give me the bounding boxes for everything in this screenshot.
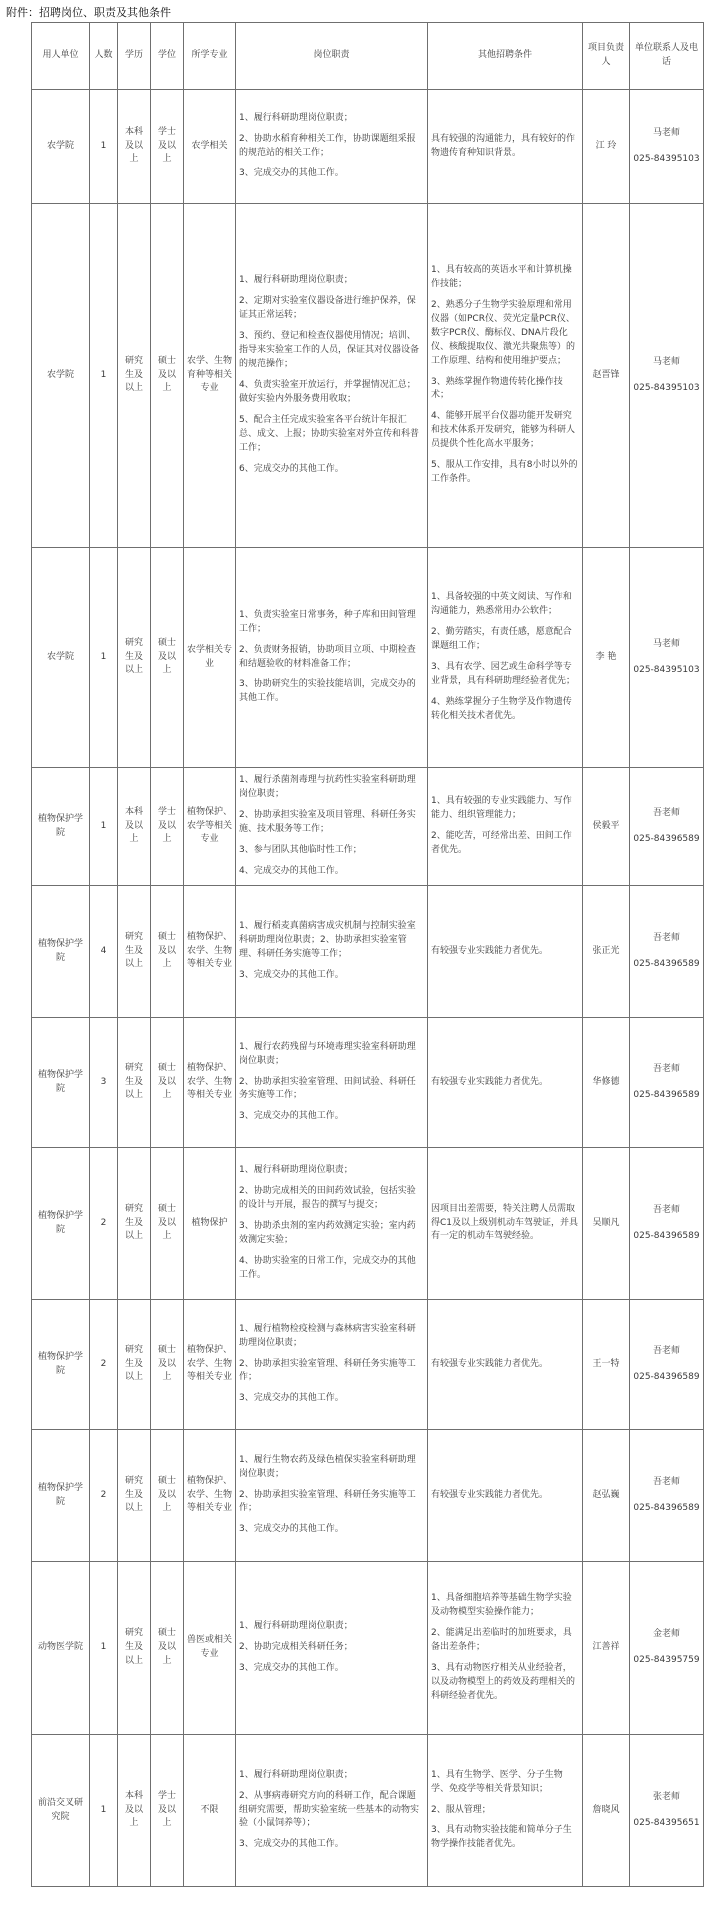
job-duties-item: 2、协助承担实验室管理、科研任务实施等工作；: [239, 1489, 416, 1514]
job-conditions-item: 4、熟练掌握分子生物学及作物遗传转化相关技术者优先。: [431, 696, 572, 721]
job-leader: 吴顺凡: [583, 1148, 630, 1300]
job-duties-item: 2、协助水稻育种相关工作，协助课题组采报的规范站的相关工作；: [239, 133, 416, 158]
job-conditions-item: 4、能够开展平台仪器功能开发研究和技术体系开发研究，能够为科研人员提供个性化高水平服务；: [431, 411, 576, 450]
job-leader: 赵弘巍: [583, 1430, 630, 1562]
job-conditions-item: 1、具备较强的中英文阅读、写作和沟通能力，熟悉常用办公软件；: [431, 592, 572, 617]
job-conditions: [428, 886, 583, 1018]
job-unit: 植物保护学院: [32, 886, 90, 1018]
contact-name: 吾老师: [652, 932, 680, 943]
job-unit: 植物保护学院: [32, 1148, 90, 1300]
job-education: 研究生及以上: [118, 1562, 151, 1735]
table-row: [32, 1148, 704, 1300]
job-leader: 华修德: [583, 1018, 630, 1148]
job-leader: 张正光: [583, 886, 630, 1018]
job-duties: [236, 1735, 428, 1887]
job-unit: 动物医学院: [32, 1562, 90, 1735]
job-count: 1: [90, 1562, 118, 1735]
contact-phone: 025-84395103: [633, 664, 700, 675]
job-major: 农学相关专业: [184, 548, 236, 768]
contact-name: 吾老师: [652, 1204, 680, 1215]
job-major: 植物保护、农学、生物等相关专业: [184, 1430, 236, 1562]
job-duties-item: 1、履行稻麦真菌病害成灾机制与控制实验室科研助理岗位职责；2、协助承担实验室管理、科研任务实施等工作；: [239, 921, 416, 959]
job-degree: 硕士及以上: [151, 1018, 184, 1148]
job-leader: 江 玲: [583, 90, 630, 204]
job-conditions-item: 2、能满足出差临时的加班要求，具备出差条件；: [431, 1628, 572, 1653]
header-degree: 学位: [151, 23, 184, 90]
job-conditions-item: 2、熟悉分子生物学实验原理和常用仪器（如PCR仪、荧光定量PCR仪、数字PCR仪、酶标仪、DNA片段化仪、核酸提取仪、激光共聚焦等）的工作原理、结构和使用维护要点；: [431, 299, 576, 366]
job-contact: [630, 1430, 704, 1562]
job-duties-item: 1、履行植物检疫检测与森林病害实验室科研助理岗位职责；: [239, 1323, 416, 1348]
job-conditions: [428, 1735, 583, 1887]
job-duties-item: 1、履行科研助理岗位职责；: [239, 112, 353, 123]
job-leader: 王一特: [583, 1300, 630, 1430]
job-degree: 硕士及以上: [151, 886, 184, 1018]
job-unit: 植物保护学院: [32, 1300, 90, 1430]
job-duties-item: 1、履行生物农药及绿色植保实验室科研助理岗位职责；: [239, 1454, 416, 1479]
job-conditions: [428, 1562, 583, 1735]
job-count: 2: [90, 1300, 118, 1430]
job-duties: [236, 768, 428, 886]
job-degree: 学士及以上: [151, 1735, 184, 1887]
job-duties-item: 2、定期对实验室仪器设备进行维护保养，保证其正常运转；: [239, 296, 416, 321]
job-major: 植物保护、农学、生物等相关专业: [184, 1018, 236, 1148]
job-unit: 农学院: [32, 548, 90, 768]
header-education: 学历: [118, 23, 151, 90]
table-row: [32, 1018, 704, 1148]
job-education: 本科及以上: [118, 90, 151, 204]
job-leader: 李 艳: [583, 548, 630, 768]
table-row: [32, 204, 704, 548]
table-row: [32, 1562, 704, 1735]
job-education: 研究生及以上: [118, 204, 151, 548]
job-duties: [236, 886, 428, 1018]
header-row: [32, 23, 704, 90]
job-conditions: [428, 548, 583, 768]
contact-name: 吾老师: [652, 1476, 680, 1487]
contact-name: 张老师: [652, 1791, 680, 1802]
job-conditions: [428, 1018, 583, 1148]
contact-phone: 025-84396589: [633, 1502, 700, 1513]
job-duties-item: 3、预约、登记和检查仪器使用情况；培训、指导来实验室工作的人员，保证其对仪器设备的规范操作；: [239, 331, 420, 370]
job-duties: [236, 1430, 428, 1562]
job-contact: [630, 1148, 704, 1300]
job-contact: [630, 548, 704, 768]
contact-phone: 025-84396589: [633, 1230, 700, 1241]
table-row: [32, 1300, 704, 1430]
job-conditions-item: 2、能吃苦，可经常出差、田间工作者优先。: [431, 831, 572, 855]
job-duties-item: 2、协助完成相关科研任务；: [239, 1642, 353, 1653]
contact-name: 马老师: [652, 638, 680, 649]
table-row: [32, 548, 704, 768]
job-conditions: [428, 1300, 583, 1430]
job-degree: 硕士及以上: [151, 1430, 184, 1562]
job-duties-item: 2、协助承担实验室及项目管理、科研任务实施、技术服务等工作；: [239, 810, 416, 834]
job-duties-item: 3、完成交办的其他工作。: [239, 168, 344, 179]
job-count: 2: [90, 1148, 118, 1300]
job-conditions: [428, 204, 583, 548]
recruitment-table: [31, 22, 704, 1887]
job-conditions-item: 3、具有农学、园艺或生命科学等专业背景，具有科研助理经验者优先；: [431, 662, 576, 686]
job-conditions-item: 有较强专业实践能力者优先。: [431, 945, 549, 956]
job-leader: 赵晋锋: [583, 204, 630, 548]
job-unit: 植物保护学院: [32, 1430, 90, 1562]
job-unit: 农学院: [32, 90, 90, 204]
job-leader: 詹晓风: [583, 1735, 630, 1887]
table-row: [32, 90, 704, 204]
contact-phone: 025-84396589: [633, 833, 700, 844]
job-duties-item: 5、配合主任完成实验室各平台统计年报汇总、成文、上报；协助实验室对外宣传和科普工作；: [239, 414, 420, 453]
contact-phone: 025-84396589: [633, 1371, 700, 1382]
job-duties-item: 3、协助研究生的实验技能培训，完成交办的其他工作。: [239, 679, 416, 704]
job-duties: [236, 1018, 428, 1148]
job-duties-item: 1、负责实验室日常事务，种子库和田间管理工作；: [239, 609, 416, 634]
job-conditions: [428, 768, 583, 886]
job-duties-item: 3、完成交办的其他工作。: [239, 1662, 344, 1673]
job-conditions-item: 5、服从工作安排，具有8小时以外的工作条件。: [431, 460, 578, 485]
job-count: 1: [90, 1735, 118, 1887]
job-conditions-item: 1、具有较高的英语水平和计算机操作技能；: [431, 264, 572, 289]
job-leader: 江善祥: [583, 1562, 630, 1735]
job-duties-item: 3、参与团队其他临时性工作；: [239, 844, 362, 855]
job-duties-item: 2、负责财务报销，协助项目立项、中期检查和结题验收的材料准备工作；: [239, 644, 416, 669]
job-duties-item: 3、完成交办的其他工作。: [239, 969, 344, 980]
job-conditions-item: 2、服从管理；: [431, 1804, 491, 1815]
header-contact: 单位联系人及电话: [630, 23, 704, 90]
contact-name: 吾老师: [652, 1345, 680, 1356]
job-count: 1: [90, 768, 118, 886]
header-count: 人数: [90, 23, 118, 90]
job-major: 不限: [184, 1735, 236, 1887]
job-major: 兽医或相关专业: [184, 1562, 236, 1735]
job-education: 本科及以上: [118, 1735, 151, 1887]
header-duties: 岗位职责: [236, 23, 428, 90]
job-conditions-item: 有较强专业实践能力者优先。: [431, 1489, 549, 1500]
job-degree: 硕士及以上: [151, 548, 184, 768]
job-contact: [630, 768, 704, 886]
job-duties-item: 1、履行杀菌剂毒理与抗药性实验室科研助理岗位职责；: [239, 775, 416, 800]
contact-phone: 025-84396589: [633, 958, 700, 969]
contact-name: 马老师: [652, 356, 680, 367]
job-conditions-item: 3、熟练掌握作物遗传转化操作技术；: [431, 376, 563, 401]
job-count: 3: [90, 1018, 118, 1148]
job-unit: 植物保护学院: [32, 1018, 90, 1148]
contact-name: 马老师: [652, 127, 680, 138]
job-duties-item: 1、履行科研助理岗位职责；: [239, 1769, 353, 1780]
job-count: 4: [90, 886, 118, 1018]
attachment-caption: 附件：招聘岗位、职责及其他条件: [6, 6, 171, 19]
job-degree: 硕士及以上: [151, 204, 184, 548]
job-degree: 硕士及以上: [151, 1562, 184, 1735]
job-major: 植物保护、农学、生物等相关专业: [184, 886, 236, 1018]
job-duties-item: 1、履行科研助理岗位职责；: [239, 1165, 353, 1176]
job-duties-item: 1、履行科研助理岗位职责；: [239, 275, 353, 286]
job-count: 1: [90, 204, 118, 548]
job-conditions-item: 1、具备细胞培养等基础生物学实验及动物模型实验操作能力；: [431, 1593, 572, 1618]
job-conditions: [428, 1148, 583, 1300]
job-duties-item: 3、协助杀虫剂的室内药效测定实验；室内药效测定实验；: [239, 1221, 416, 1245]
job-conditions-item: 2、勤劳踏实，有责任感，愿意配合课题组工作；: [431, 627, 572, 652]
job-duties-item: 2、从事病毒研究方向的科研工作，配合课题组研究需要，帮助实验室统一些基本的动物实验（小鼠饲养等）；: [239, 1790, 420, 1829]
job-education: 研究生及以上: [118, 1300, 151, 1430]
header-leader: 项目负责人: [583, 23, 630, 90]
job-education: 研究生及以上: [118, 1018, 151, 1148]
job-duties-item: 2、协助承担实验室管理、科研任务实施等工作；: [239, 1358, 416, 1383]
job-duties: [236, 548, 428, 768]
job-conditions: [428, 90, 583, 204]
job-contact: [630, 1562, 704, 1735]
job-contact: [630, 1300, 704, 1430]
job-degree: 硕士及以上: [151, 1148, 184, 1300]
job-major: 植物保护、农学、生物等相关专业: [184, 1300, 236, 1430]
table-row: [32, 768, 704, 886]
job-education: 研究生及以上: [118, 886, 151, 1018]
job-unit: 农学院: [32, 204, 90, 548]
job-duties: [236, 1562, 428, 1735]
contact-phone: 025-84395103: [633, 153, 700, 164]
job-duties-item: 3、完成交办的其他工作。: [239, 1111, 344, 1122]
job-unit: 前沿交叉研究院: [32, 1735, 90, 1887]
job-conditions-item: 1、具有较强的专业实践能力、写作能力、组织管理能力；: [431, 796, 572, 821]
contact-name: 金老师: [652, 1629, 680, 1640]
job-conditions-item: 1、具有生物学、医学、分子生物学、免疫学等相关背景知识；: [431, 1769, 563, 1794]
job-conditions-item: 具有较强的沟通能力，具有较好的作物遗传育种知识背景。: [431, 133, 576, 158]
table-row: [32, 1735, 704, 1887]
job-count: 2: [90, 1430, 118, 1562]
contact-phone: 025-84395651: [633, 1817, 700, 1828]
job-conditions-item: 因项目出差需要，特关注聘人员需取得C1及以上级别机动车驾驶证，并具有一定的机动车驾驶经验。: [431, 1203, 579, 1242]
job-duties: [236, 204, 428, 548]
job-count: 1: [90, 90, 118, 204]
table-row: [32, 886, 704, 1018]
job-contact: [630, 204, 704, 548]
job-contact: [630, 1018, 704, 1148]
job-conditions-item: 有较强专业实践能力者优先。: [431, 1358, 549, 1369]
table-row: [32, 1430, 704, 1562]
job-duties-item: 3、完成交办的其他工作。: [239, 1393, 344, 1404]
job-duties-item: 1、履行科研助理岗位职责；: [239, 1621, 353, 1632]
job-conditions-item: 3、具有动物医疗相关从业经验者，以及动物模型上的药效及药理相关的科研经验者优先。: [431, 1662, 576, 1701]
contact-name: 吾老师: [652, 807, 680, 818]
job-education: 研究生及以上: [118, 1148, 151, 1300]
job-conditions-item: 有较强专业实践能力者优先。: [431, 1076, 549, 1087]
job-major: 植物保护、农学等相关专业: [184, 768, 236, 886]
job-degree: 学士及以上: [151, 768, 184, 886]
job-duties: [236, 1300, 428, 1430]
job-duties-item: 4、完成交办的其他工作。: [239, 865, 344, 876]
job-duties-item: 4、协助实验室的日常工作，完成交办的其他工作。: [239, 1255, 416, 1280]
job-duties: [236, 90, 428, 204]
job-education: 研究生及以上: [118, 1430, 151, 1562]
job-major: 农学、生物育种等相关专业: [184, 204, 236, 548]
job-conditions: [428, 1430, 583, 1562]
contact-phone: 025-84395759: [633, 1655, 700, 1665]
job-education: 研究生及以上: [118, 548, 151, 768]
job-degree: 学士及以上: [151, 90, 184, 204]
job-major: 农学相关: [184, 90, 236, 204]
job-contact: [630, 886, 704, 1018]
job-duties-item: 2、协助完成相关的田间药效试验，包括实验的设计与开展，报告的撰写与提交；: [239, 1186, 416, 1211]
job-contact: [630, 90, 704, 204]
header-unit: 用人单位: [32, 23, 90, 90]
job-contact: [630, 1735, 704, 1887]
job-degree: 硕士及以上: [151, 1300, 184, 1430]
contact-phone: 025-84396589: [633, 1089, 700, 1100]
job-unit: 植物保护学院: [32, 768, 90, 886]
job-conditions-item: 3、具有动物实验技能和简单分子生物学操作技能者优先。: [431, 1825, 572, 1850]
job-duties-item: 6、完成交办的其他工作。: [239, 463, 344, 474]
job-duties-item: 1、履行农药残留与环境毒理实验室科研助理岗位职责；: [239, 1041, 416, 1066]
job-duties-item: 2、协助承担实验室管理、田间试验、科研任务实施等工作；: [239, 1076, 416, 1101]
header-major: 所学专业: [184, 23, 236, 90]
job-duties: [236, 1148, 428, 1300]
contact-phone: 025-84395103: [633, 382, 700, 393]
contact-name: 吾老师: [652, 1063, 680, 1074]
job-leader: 侯毅平: [583, 768, 630, 886]
job-duties-item: 3、完成交办的其他工作。: [239, 1839, 344, 1850]
job-duties-item: 3、完成交办的其他工作。: [239, 1524, 344, 1535]
job-duties-item: 4、负责实验室开放运行，并掌握情况汇总；做好实验内外服务费用收取；: [239, 380, 416, 404]
header-conditions: 其他招聘条件: [428, 23, 583, 90]
job-count: 1: [90, 548, 118, 768]
job-major: 植物保护: [184, 1148, 236, 1300]
job-education: 本科及以上: [118, 768, 151, 886]
